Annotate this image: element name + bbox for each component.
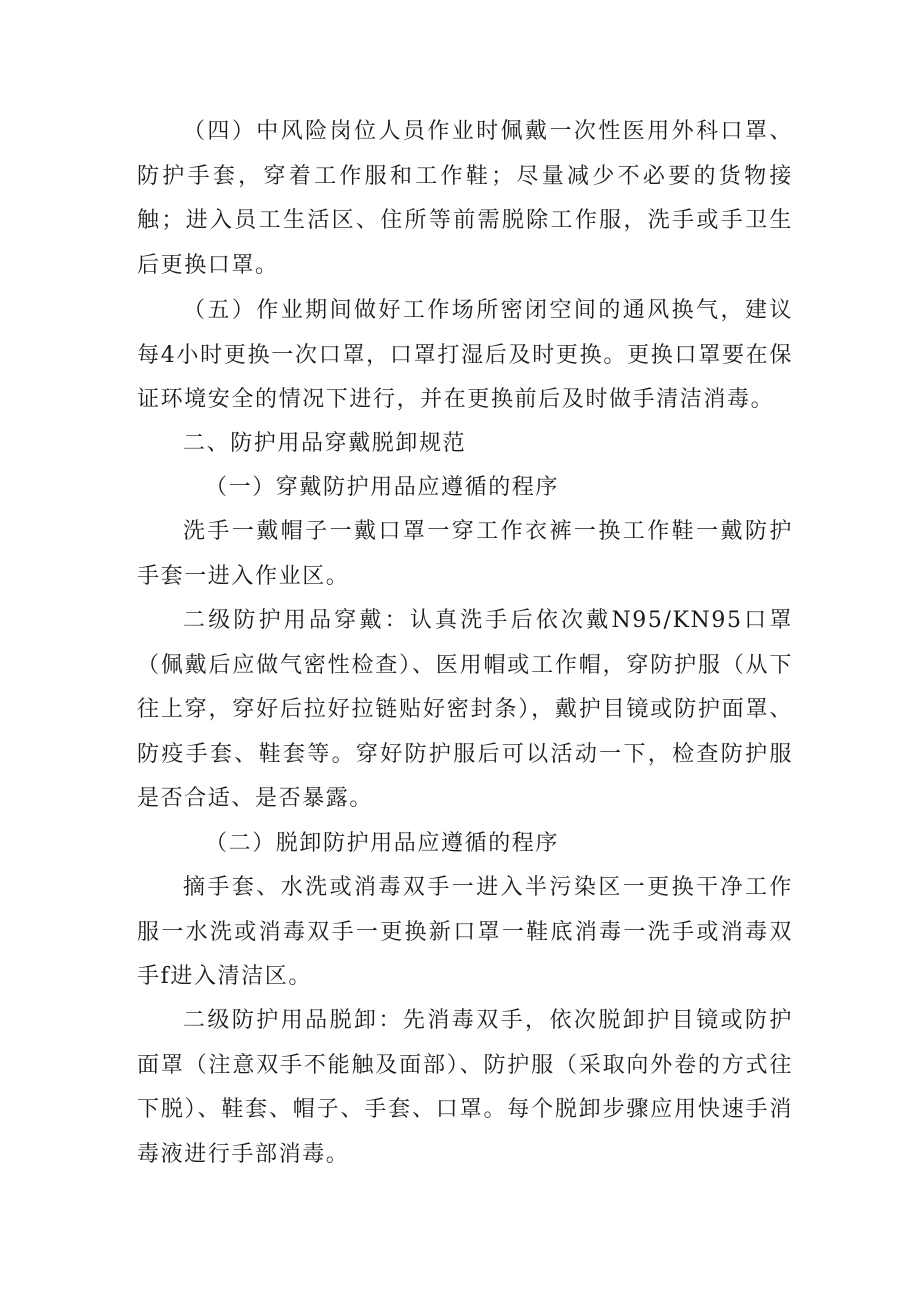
paragraph-doffing-steps: 摘手套、水洗或消毒双手一进入半污染区一更换干净工作服一水洗或消毒双手一更换新口罩一鞋底消毒一洗手或消毒双手f进入清洁区。 <box>137 875 793 989</box>
paragraph-level-two-donning: 二级防护用品穿戴：认真洗手后依次戴N95/KN95口罩（佩戴后应做气密性检查）、医用帽或工作帽，穿防护服（从下往上穿，穿好后拉好拉链贴好密封条），戴护目镜或防护面罩、防疫手套、鞋套等。穿好防护服后可以活动一下，检查防护服是否合适、是否暴露。 <box>137 608 793 811</box>
paragraph-level-two-doffing: 二级防护用品脱卸：先消毒双手，依次脱卸护目镜或防护面罩（注意双手不能触及面部）、防护服（采取向外卷的方式往下脱）、鞋套、帽子、手套、口罩。每个脱卸步骤应用快速手消毒液进行手部消毒。 <box>137 1008 793 1167</box>
paragraph-donning-steps: 洗手一戴帽子一戴口罩一穿工作衣裤一换工作鞋一戴防护手套一进入作业区。 <box>137 519 793 589</box>
paragraph-ventilation-mask-change: （五）作业期间做好工作场所密闭空间的通风换气，建议每4小时更换一次口罩，口罩打湿后及时更换。更换口罩要在保证环境安全的情况下进行，并在更换前后及时做手清洁消毒。 <box>137 298 793 412</box>
subheading-donning-procedure: （一）穿戴防护用品应遵循的程序 <box>205 475 560 500</box>
section-heading-protective-equipment: 二、防护用品穿戴脱卸规范 <box>183 431 467 456</box>
paragraph-mid-risk-protection: （四）中风险岗位人员作业时佩戴一次性医用外科口罩、防护手套，穿着工作服和工作鞋；尽量减少不必要的货物接触；进入员工生活区、住所等前需脱除工作服，洗手或手卫生后更换口罩。 <box>137 119 793 278</box>
subheading-doffing-procedure: （二）脱卸防护用品应遵循的程序 <box>205 831 560 856</box>
